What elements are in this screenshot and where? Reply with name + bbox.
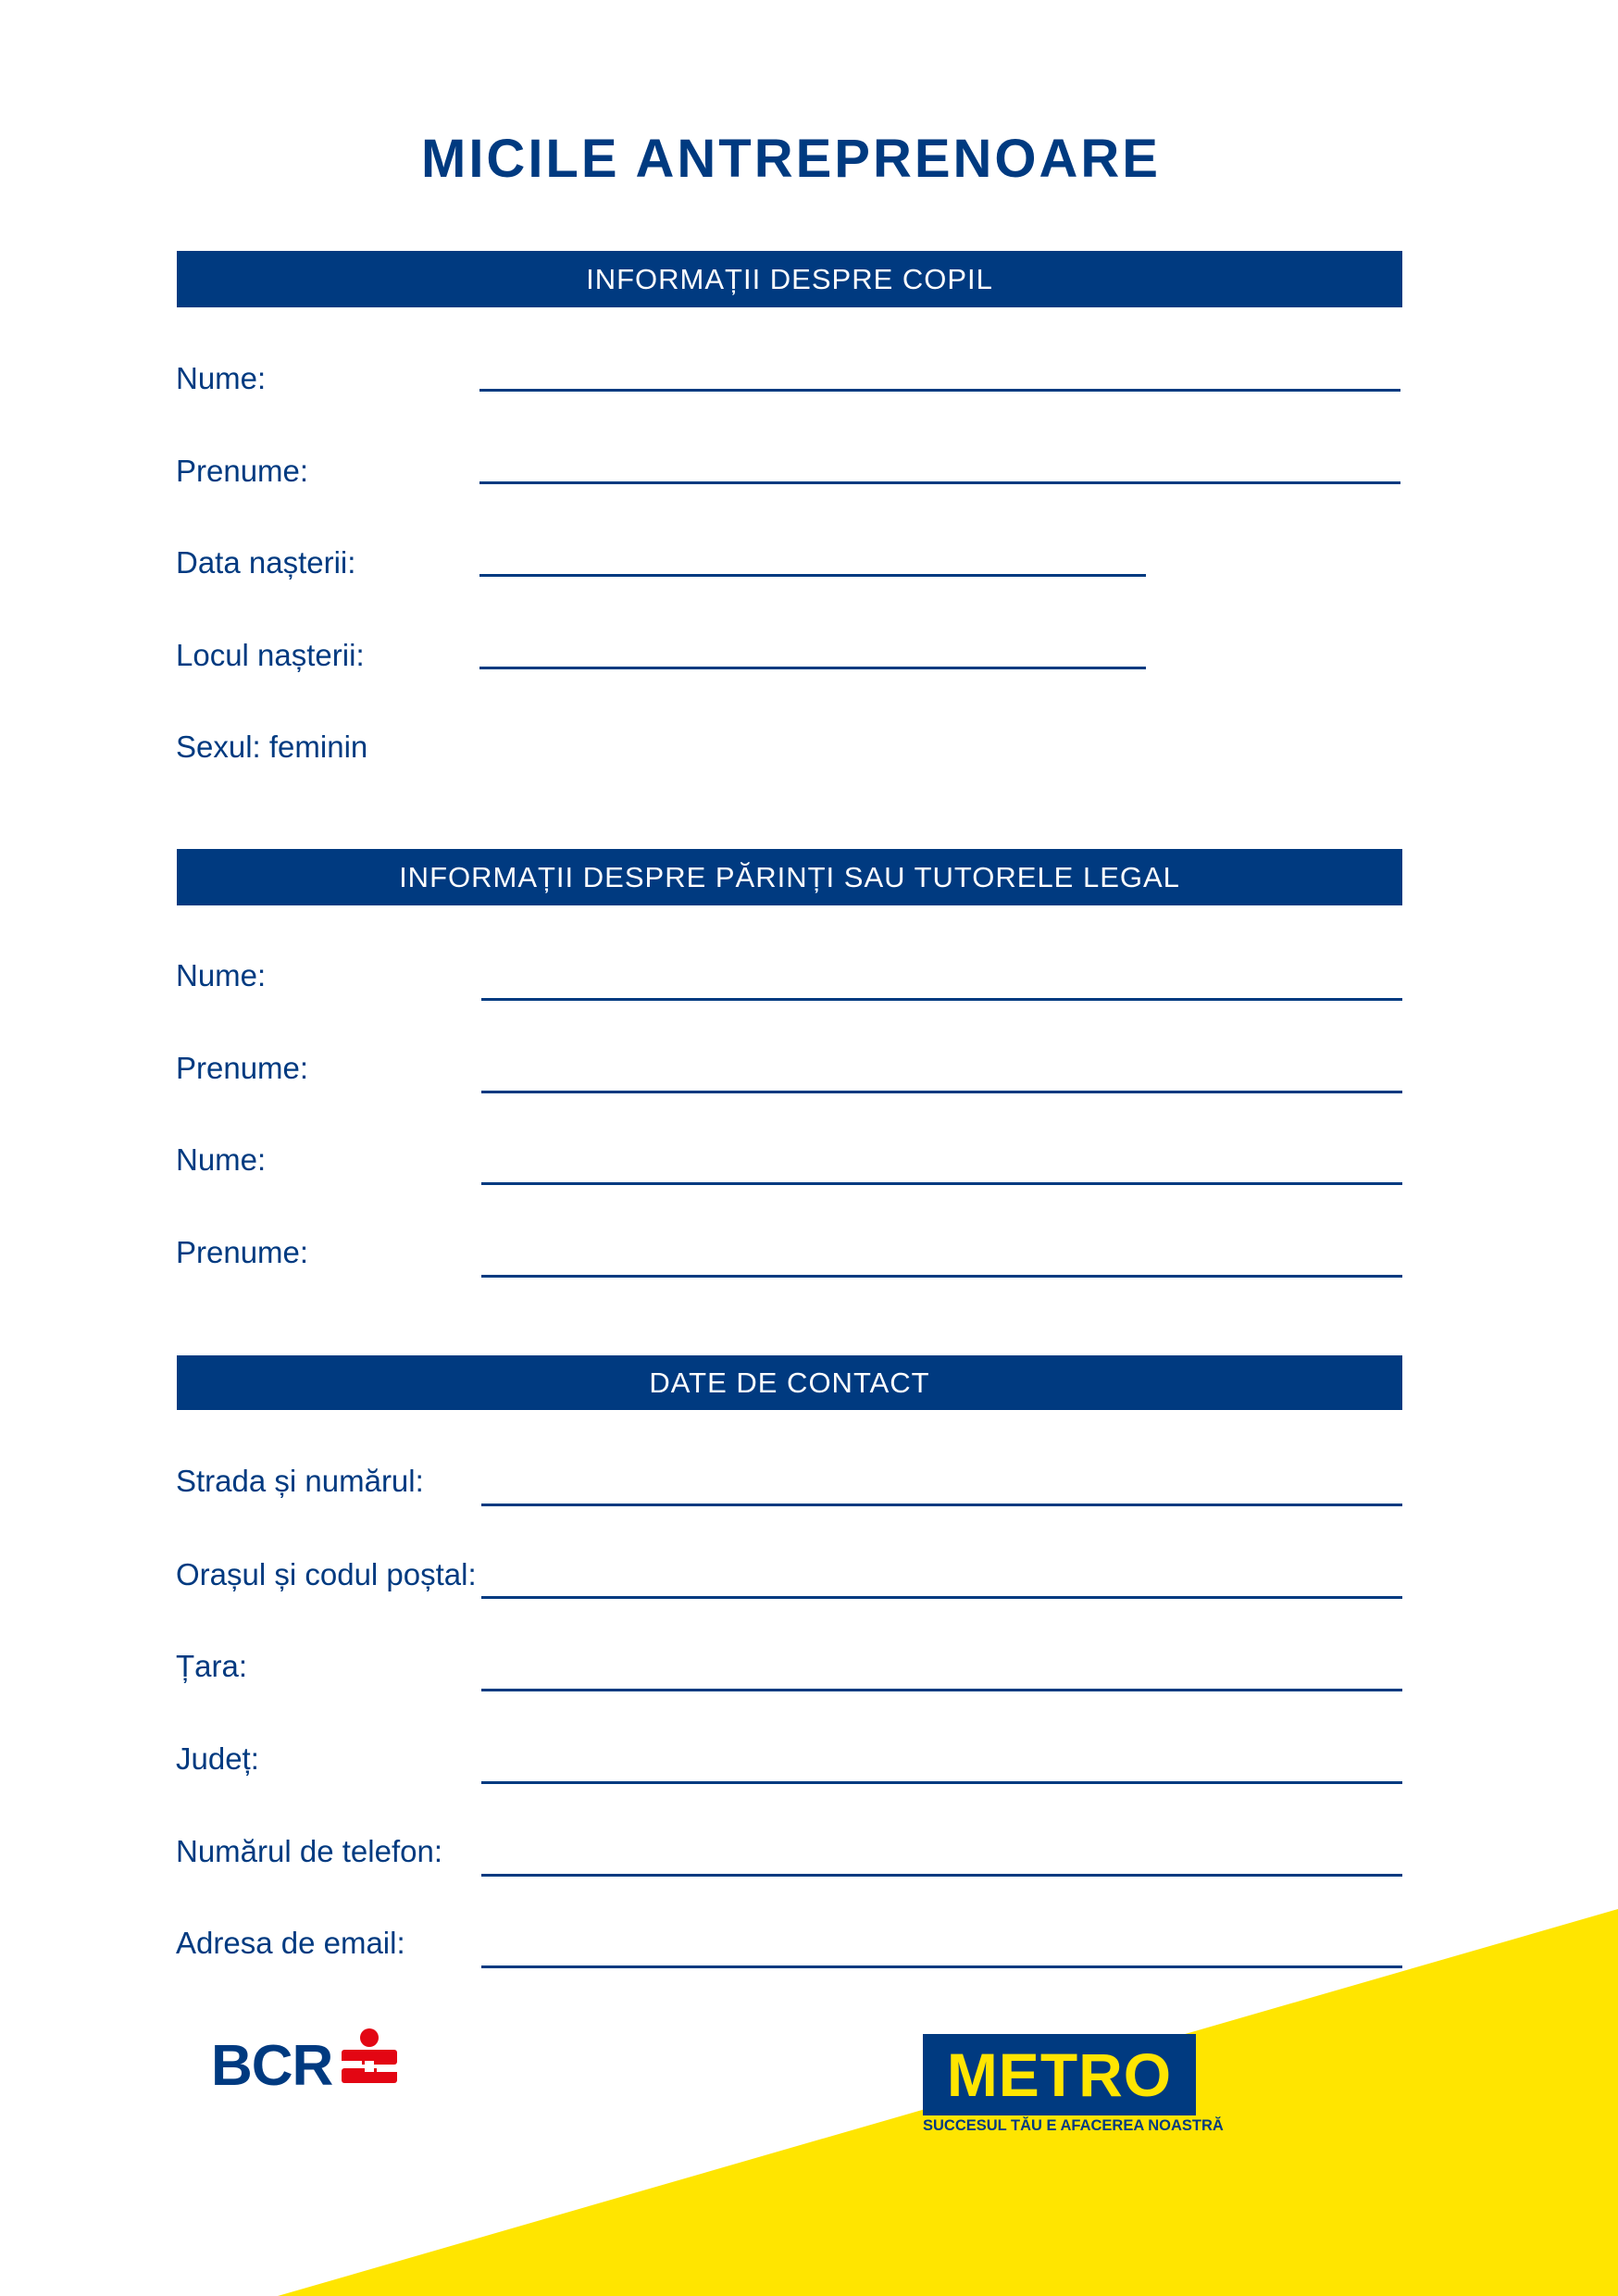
page-title: MICILE ANTREPRENOARE xyxy=(421,129,1161,189)
field-line-parent1-last-name[interactable] xyxy=(481,998,1402,1001)
field-line-parent2-first-name[interactable] xyxy=(481,1275,1402,1278)
section-header-contact: DATE DE CONTACT xyxy=(177,1355,1402,1410)
field-label-child-last-name: Nume: xyxy=(176,361,267,395)
field-label-birth-place: Locul nașterii: xyxy=(176,638,365,672)
field-line-child-first-name[interactable] xyxy=(479,481,1400,484)
section-header-child-info: INFORMAȚII DESPRE COPIL xyxy=(177,251,1402,307)
metro-logo-text: METRO xyxy=(946,2040,1173,2109)
field-label-city-postal: Orașul și codul poștal: xyxy=(176,1557,477,1591)
field-label-street: Strada și numărul: xyxy=(176,1464,424,1498)
metro-slogan: SUCCESUL TĂU E AFACEREA NOASTRĂ xyxy=(923,2117,1224,2134)
field-label-parent2-last-name: Nume: xyxy=(176,1142,267,1177)
field-line-birth-date[interactable] xyxy=(479,574,1146,577)
field-label-county: Județ: xyxy=(176,1741,259,1776)
field-line-street[interactable] xyxy=(481,1504,1402,1506)
field-label-country: Țara: xyxy=(176,1649,248,1683)
bcr-s-icon xyxy=(339,2028,400,2098)
field-line-city-postal[interactable] xyxy=(481,1596,1402,1599)
field-label-gender: Sexul: feminin xyxy=(176,730,368,764)
metro-logo xyxy=(923,2034,1224,2138)
metro-logo-box xyxy=(923,2034,1196,2115)
field-line-parent1-first-name[interactable] xyxy=(481,1091,1402,1093)
field-line-child-last-name[interactable] xyxy=(479,389,1400,392)
field-label-email: Adresa de email: xyxy=(176,1926,405,1960)
field-line-phone[interactable] xyxy=(481,1874,1402,1877)
field-label-parent1-last-name: Nume: xyxy=(176,958,267,992)
field-line-birth-place[interactable] xyxy=(479,667,1146,669)
field-line-email[interactable] xyxy=(481,1965,1402,1968)
field-label-child-first-name: Prenume: xyxy=(176,454,309,488)
section-header-parents-info: INFORMAȚII DESPRE PĂRINȚI SAU TUTORELE LEGAL xyxy=(177,849,1402,905)
field-label-phone: Numărul de telefon: xyxy=(176,1834,442,1868)
bcr-logo xyxy=(211,2028,405,2102)
field-label-parent2-first-name: Prenume: xyxy=(176,1235,309,1269)
field-line-parent2-last-name[interactable] xyxy=(481,1182,1402,1185)
field-line-county[interactable] xyxy=(481,1781,1402,1784)
field-label-parent1-first-name: Prenume: xyxy=(176,1051,309,1085)
bcr-logo-text: BCR xyxy=(211,2034,333,2098)
field-label-birth-date: Data nașterii: xyxy=(176,545,356,580)
field-line-country[interactable] xyxy=(481,1689,1402,1691)
